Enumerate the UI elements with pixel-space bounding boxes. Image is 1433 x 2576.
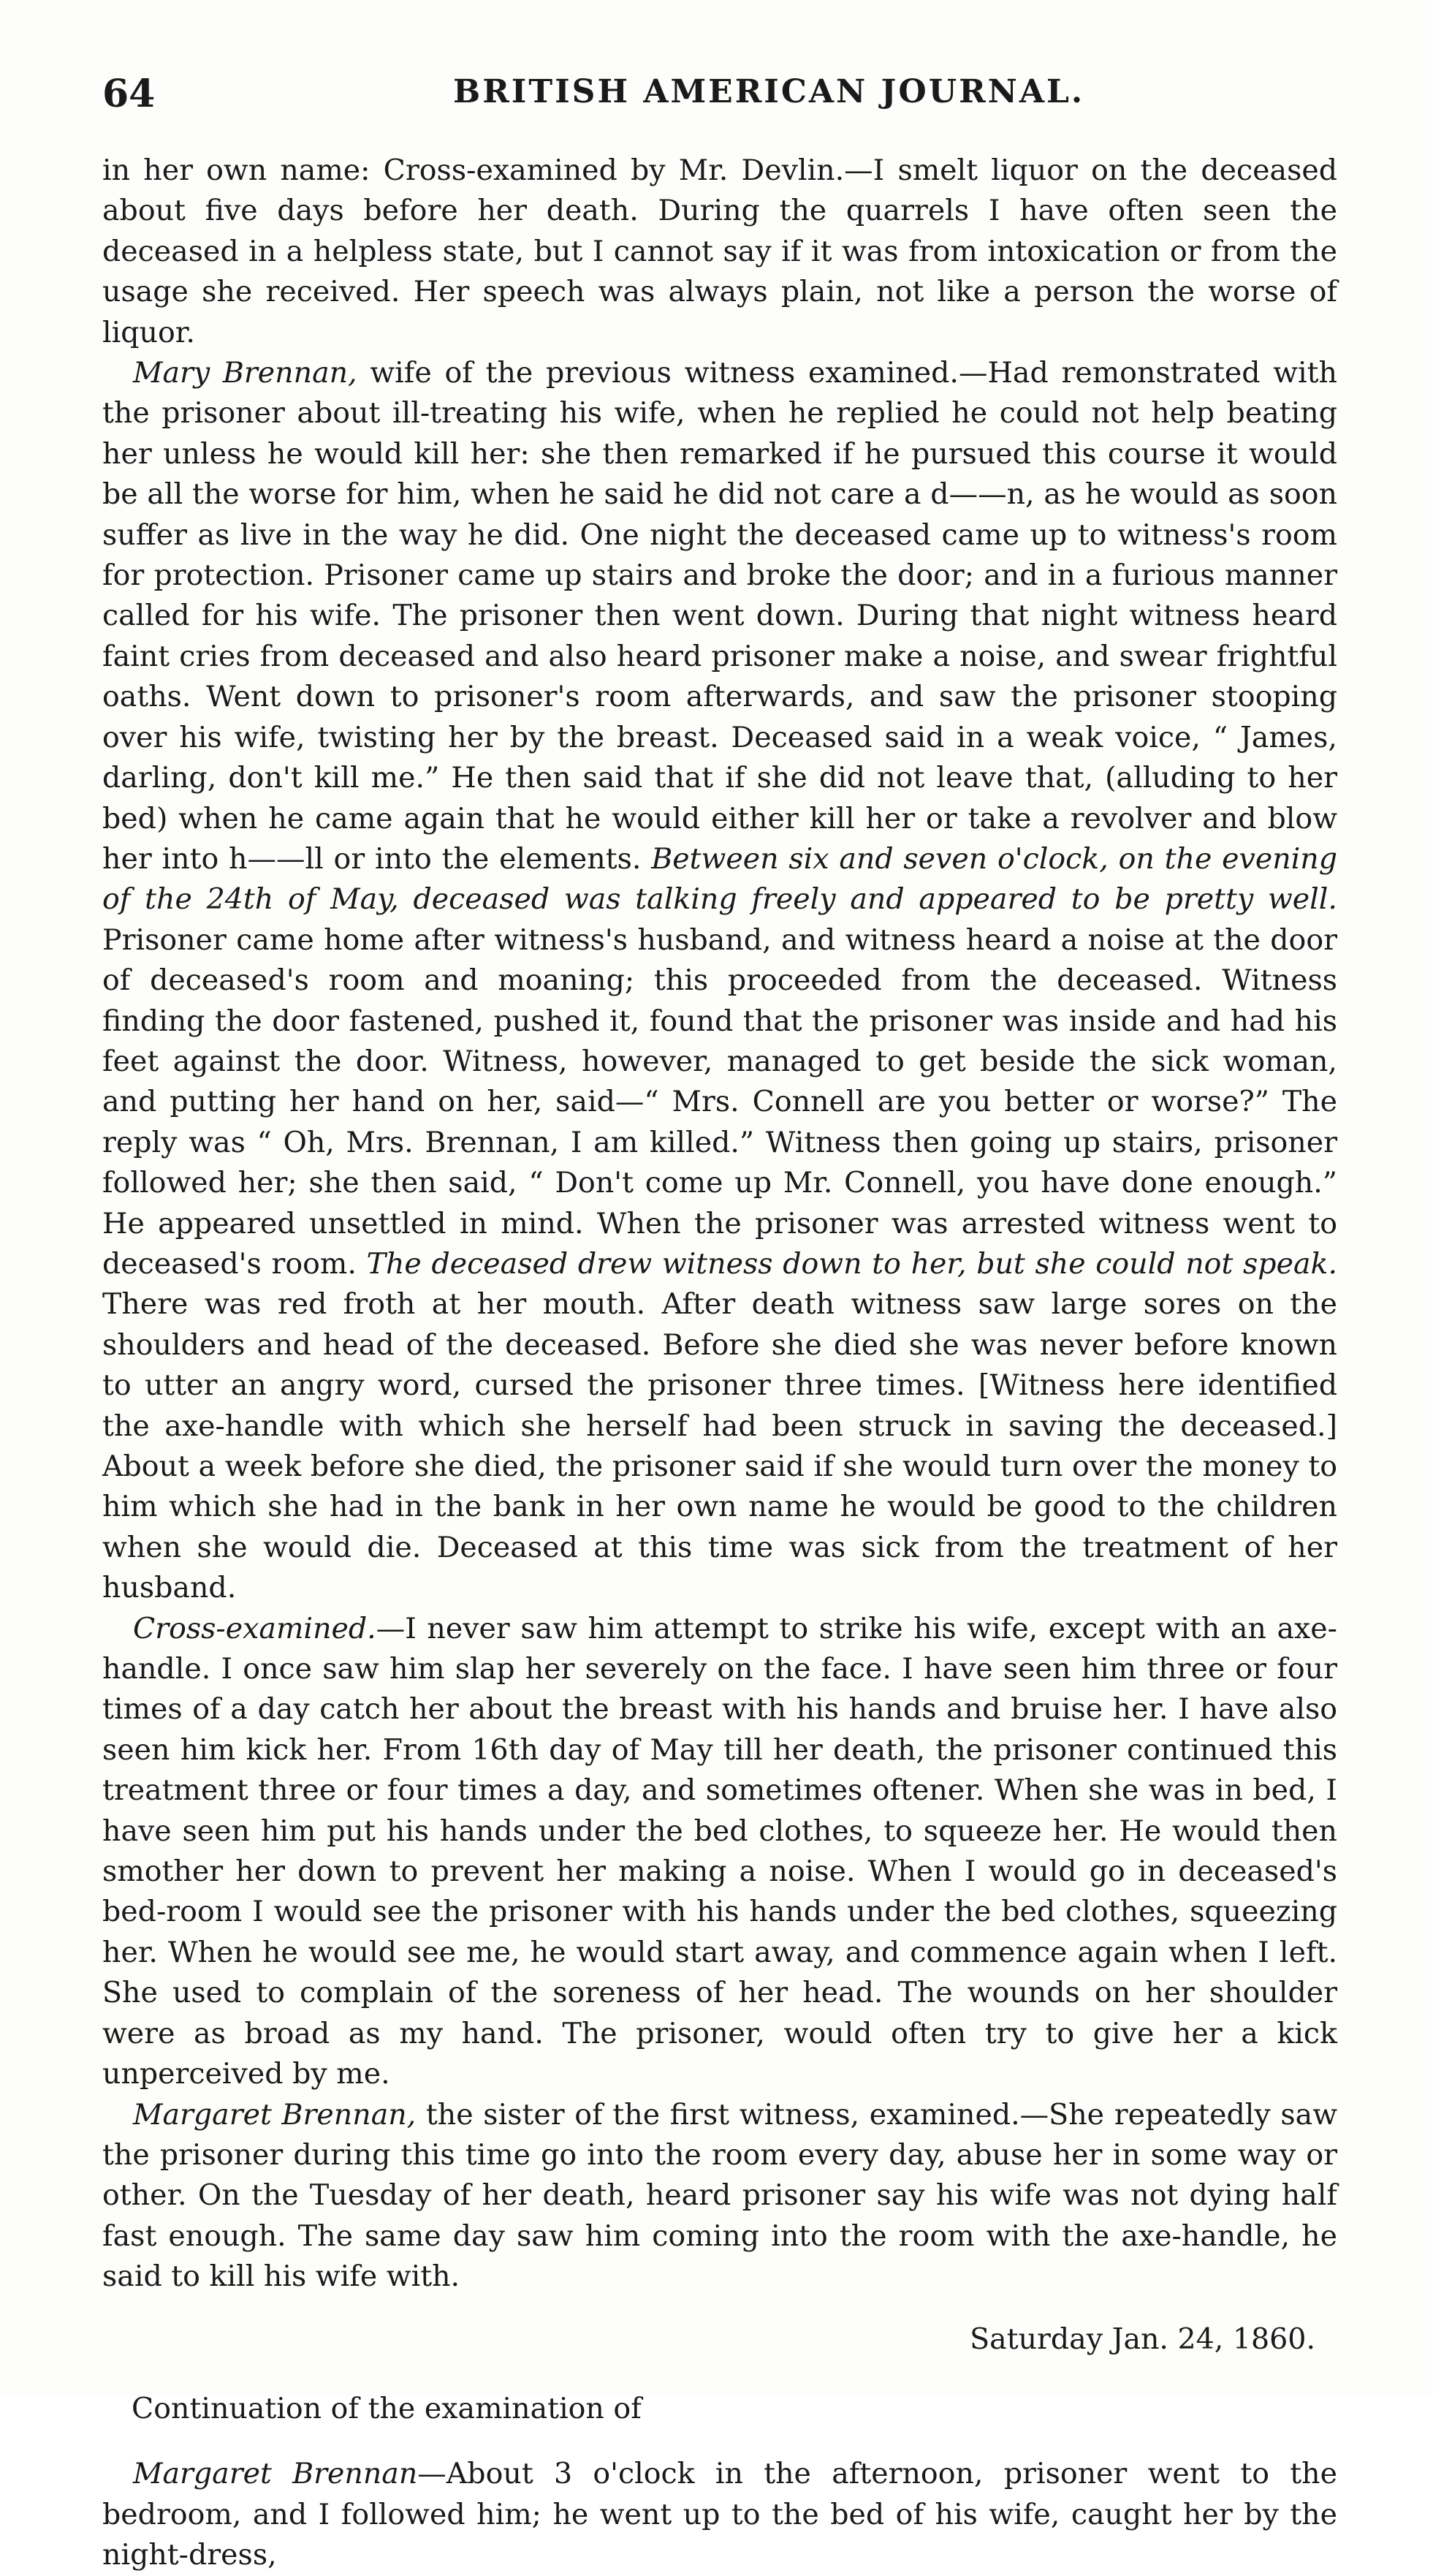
paragraph-text: Prisoner came home after witness's husband, and witness heard a noise at the door of deceased's room and moaning; this proceeded from the deceased. Witness finding the door fastened, pushed it, found that the prisoner was inside and had his feet against the door. Witness, however, managed to get beside the sick woman, and putting her hand on her, said—“ Mrs. Connell are you better or worse?” The reply was “ Oh, Mrs. Brennan, I am killed.” Witness then going up stairs, prisoner followed her; she then said, “ Don't come up Mr. Connell, you have done enough.” He appeared unsettled in mind. When the prisoner was arrested witness went to deceased's room. bbox=[102, 923, 1337, 1281]
cross-examined-label: Cross-examined. bbox=[133, 1611, 376, 1645]
continuation-heading: Continuation of the examination of bbox=[132, 2391, 642, 2425]
running-title: BRITISH AMERICAN JOURNAL. bbox=[453, 73, 1085, 110]
page-number: 64 bbox=[102, 72, 156, 116]
paragraph-text: —About 3 o'clock in the afternoon, prisoner went to the bedroom, and I followed him; he went up to the bed of his wife, caught her by the night-dress, bbox=[102, 2457, 1337, 2572]
witness-name: Mary Brennan, bbox=[133, 356, 357, 390]
paragraph-cross-examination-devlin: in her own name: Cross-examined by Mr. Devlin.—I smelt liquor on the deceased about five days before her death. During the quarrels I have often seen the deceased in a helpless state, but I cannot say if it was from intoxication or from the usage she received. Her speech was always plain, not like a person the worse of liquor. bbox=[102, 154, 1337, 349]
paragraph-text: There was red froth at her mouth. After death witness saw large sores on the shoulders and head of the deceased. Before she died she was never before known to utter an angry word, cursed the prisoner three times. [Witness here identified the axe-handle with which she herself had been struck in saving the deceased.] About a week before she died, the prisoner said if she would turn over the money to him which she had in the bank in her own name he would be good to the children when she would die. Deceased at this time was sick from the treatment of her husband. bbox=[102, 1287, 1337, 1605]
paragraph-cross-examined bbox=[102, 1609, 1337, 2095]
italic-passage: The deceased drew witness down to her, but she could not speak. bbox=[366, 1246, 1338, 1281]
paragraph-text: wife of the previous witness examined.—Had remonstrated with the prisoner about ill-treating his wife, when he replied he could not help beating her unless he would kill her: she then remarked if he pursued this course it would be all the worse for him, when he said he did not care a d——n, as he would as soon suffer as live in the way he did. One night the deceased came up to witness's room for protection. Prisoner came up stairs and broke the door; and in a furious manner called for his wife. The prisoner then went down. During that night witness heard faint cries from deceased and also heard prisoner make a noise, and swear frightful oaths. Went down to prisoner's room afterwards, and saw the prisoner stooping over his wife, twisting her by the breast. Deceased said in a weak voice, “ James, darling, don't kill me.” He then said that if she did not leave that, (alluding to her bed) when he came again that he would either kill her or take a revolver and blow her into h——ll or into the elements. bbox=[102, 356, 1337, 876]
witness-name: Margaret Brennan bbox=[133, 2457, 418, 2491]
paragraph-text: the sister of the first witness, examined.—She repeatedly saw the prisoner during this time go into the room every day, abuse her in some way or other. On the Tuesday of her death, heard prisoner say his wife was not dying half fast enough. The same day saw him coming into the room with the axe-handle, he said to kill his wife with. bbox=[102, 2097, 1337, 2294]
paragraph-margaret-brennan bbox=[102, 2095, 1337, 2297]
date-line: Saturday Jan. 24, 1860. bbox=[970, 2322, 1315, 2356]
paragraph-margaret-brennan-continued bbox=[102, 2454, 1337, 2575]
italic-passage: Between six and seven o'clock, on the evening of the 24th of May, deceased was talking freely and appeared to be pretty well. bbox=[102, 841, 1337, 917]
paragraph-mary-brennan bbox=[102, 353, 1337, 1609]
witness-name: Margaret Brennan, bbox=[133, 2097, 417, 2132]
article-body bbox=[102, 151, 1337, 2576]
page-header bbox=[102, 72, 1330, 118]
paragraph-text: —I never saw him attempt to strike his wife, except with an axe-handle. I once saw him slap her severely on the face. I have seen him three or four times of a day catch her about the breast with his hands and bruise her. I have also seen him kick her. From 16th day of May till her death, the prisoner continued this treatment three or four times a day, and sometimes oftener. When she was in bed, I have seen him put his hands under the bed clothes, to squeeze her. He would then smother her down to prevent her making a noise. When I would go in deceased's bed-room I would see the prisoner with his hands under the bed clothes, squeezing her. When he would see me, he would start away, and commence again when I left. She used to complain of the soreness of her head. The wounds on her shoulder were as broad as my hand. The prisoner, would often try to give her a kick unperceived by me. bbox=[102, 1611, 1337, 2091]
